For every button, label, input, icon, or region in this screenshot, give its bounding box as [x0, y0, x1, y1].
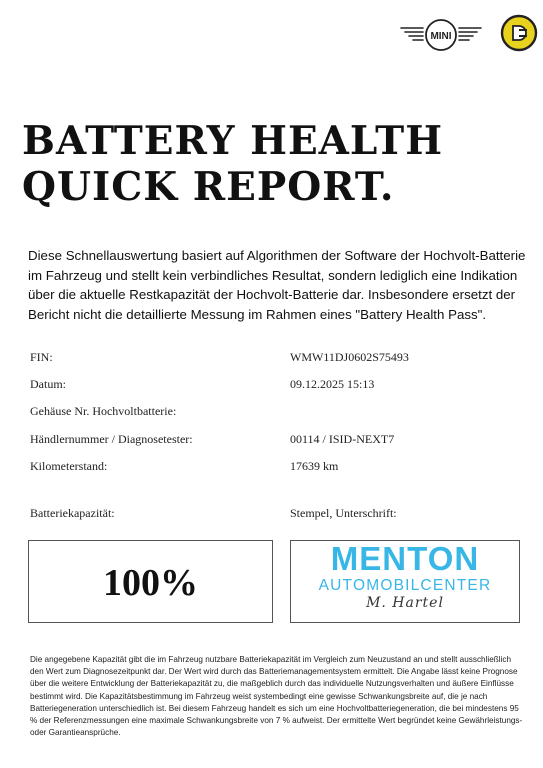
stamp-subtitle: AUTOMOBILCENTER: [318, 577, 492, 594]
mini-logo: [399, 18, 483, 52]
dealer-number-label: Händlernummer / Diagnosetester:: [30, 432, 193, 446]
stamp-box: [290, 540, 520, 623]
stamp-brand: MENTON: [330, 540, 480, 577]
stamp-label: Stempel, Unterschrift:: [290, 506, 397, 520]
mileage-value: 17639 km: [290, 459, 339, 473]
capacity-label: Batteriekapazität:: [30, 506, 115, 520]
stamp-signature: M. Hartel: [366, 595, 444, 611]
fin-value: WMW11DJ0602S75493: [290, 350, 409, 364]
title-line-2: QUICK REPORT.: [22, 164, 395, 210]
date-value: 09.12.2025 15:13: [290, 377, 375, 391]
electric-plug-logo-icon: [500, 14, 538, 52]
mini-logo-text: MINI: [430, 31, 452, 42]
intro-paragraph: Diese Schnellauswertung basiert auf Algorithmen der Software der Hochvolt-Batterie im Fahrzeug und stellt kein verbindliches Resultat, sondern lediglich eine Indikation über die aktuelle Restkapazität der Hochvolt-Batterie dar. Insbesondere ersetzt der Bericht nicht die detaillierte Messung im Rahmen eines "Battery Health Pass".: [28, 248, 526, 322]
dealer-number-value: 00114 / ISID-NEXT7: [290, 432, 395, 446]
battery-housing-label: Gehäuse Nr. Hochvoltbatterie:: [30, 404, 177, 418]
capacity-value: 100%: [103, 562, 198, 604]
capacity-box: [28, 540, 273, 623]
title-line-1: BATTERY HEALTH: [22, 118, 444, 164]
report-title: [22, 118, 443, 210]
mileage-label: Kilometerstand:: [30, 459, 108, 473]
date-label: Datum:: [30, 377, 66, 391]
disclaimer-text: Die angegebene Kapazität gibt die im Fahrzeug nutzbare Batteriekapazität im Vergleich zum Neuzustand an und stellt ausschließlich den Wert zum Diagnosezeitpunkt dar. Der Wert wird durch das Batteriemanagementsystem ermittelt. Die Angabe lässt keine Prognose über die weitere Entwicklung der Batteriekapazität zu, die maßgeblich durch das individuelle Nutzungsverhalten und äußere Einflüsse bestimmt wird. Die Kapazitätsbestimmung im Fahrzeug weist systembedingt eine gewisse Schwankungsbreite auf, die je nach Batteriegeneration unterschiedlich ist. Bei diesem Fahrzeug handelt es sich um eine Hochvoltbatteriegeneration, die bei mindestens 95 % der Referenzmessungen eine maximale Schwankungsbreite von 7 % aufweist. Der ermittelte Wert begründet keine Gewährleistungs- oder Garantieansprüche.: [30, 655, 523, 738]
fin-label: FIN:: [30, 350, 53, 364]
